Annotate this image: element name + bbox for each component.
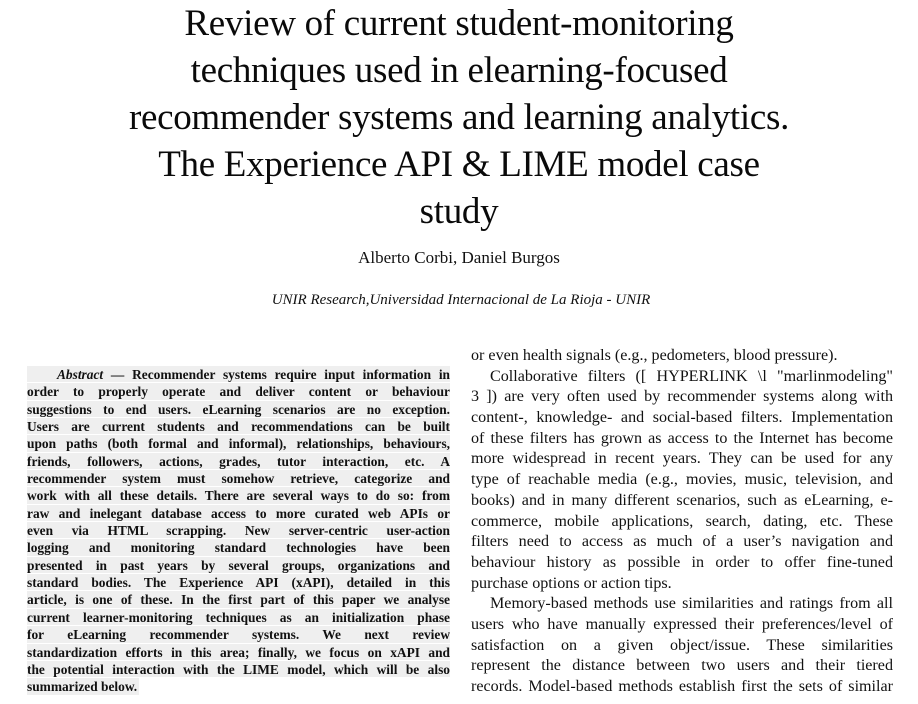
abstract-line: Users are current students and recommendations can be built [27, 419, 450, 435]
body-line: represent the distance between two users and their tiered [471, 657, 893, 675]
abstract-line: order to properly operate and deliver content or behaviour [27, 384, 450, 400]
body-line: satisfaction on a given object/issue. These similarities [471, 636, 893, 654]
body-line: purchase options or action tips. [471, 574, 672, 592]
abstract-line: suggestions to end users. eLearning scenarios are no exception. [27, 401, 450, 417]
authors: Alberto Corbi, Daniel Burgos [358, 248, 560, 267]
paper-title [0, 0, 918, 235]
abstract-line: recommender system must somehow retrieve, categorize and [27, 471, 450, 487]
body-line: of these filters has grown as access to the Internet has become [471, 429, 893, 447]
body-line: behaviour history as possible in order to offer fine-tuned [471, 553, 893, 571]
abstract-line: the potential interaction with the LIME model, which will be also [27, 661, 450, 677]
abstract-line [27, 366, 450, 383]
body-line: filters need to access as much of a user’s navigation and [471, 533, 893, 551]
body-line: records. Model-based methods establish first the sets of similar [471, 678, 893, 695]
abstract-line: article, is one of these. In the first part of this paper we analyse [27, 592, 450, 608]
body-line: Memory-based methods use similarities and ratings from all [490, 595, 893, 613]
body-line: or even health signals (e.g., pedometers, blood pressure). [471, 347, 838, 364]
abstract-line: work with all these details. There are several ways to do so: from [27, 488, 450, 504]
title-line: recommender systems and learning analytics. [128, 97, 790, 138]
abstract-text: Recommender systems require input information in [132, 367, 450, 382]
body-line: commerce, mobile applications, search, dating, etc. These [471, 512, 893, 530]
body-column-right [471, 346, 893, 698]
abstract-line: even via HTML scrapping. New server-centric user-action [27, 523, 450, 539]
abstract-line: friends, followers, actions, grades, tutor interaction, etc. A [27, 453, 450, 469]
abstract-line: standard bodies. The Experience API (xAPI), detailed in this [27, 575, 450, 591]
body-line: 3 ]) are very often used by recommender systems along with [471, 388, 893, 406]
abstract-line: raw and inelegant database access to more curated web APIs or [27, 505, 450, 521]
title-line: study [419, 191, 499, 232]
abstract-line: presented in past years by several groups, organizations and [27, 557, 450, 573]
title-line: techniques used in elearning-focused [190, 50, 728, 91]
title-line: The Experience API & LIME model case [158, 144, 760, 185]
abstract-dash: — [103, 367, 133, 382]
abstract-line: current learner-monitoring techniques as an initialization phase [27, 609, 450, 625]
abstract-line: summarized below. [27, 679, 138, 695]
abstract-line: standardization efforts in this area; finally, we focus on xAPI and [27, 644, 450, 660]
affiliation: UNIR Research,Universidad Internacional de La Rioja - UNIR [271, 292, 651, 308]
abstract [27, 366, 450, 696]
body-line: Collaborative filters ([ HYPERLINK \l "marlinmodeling" [490, 367, 893, 385]
abstract-line: upon paths (both formal and informal), relationships, behaviours, [27, 436, 450, 452]
body-line: more widespread in recent years. They can be used for any [471, 450, 893, 468]
body-line: books) and in many different scenarios, such as eLearning, e- [471, 491, 893, 509]
abstract-label: Abstract [57, 367, 104, 382]
body-line: users who have manually expressed their preferences/level of [471, 615, 893, 633]
abstract-line: logging and monitoring standard technologies have been [27, 540, 450, 556]
body-line: content-, knowledge- and social-based filters. Implementation [471, 409, 893, 427]
abstract-line: for eLearning recommender systems. We next review [27, 627, 450, 643]
body-line: type of reachable media (e.g., movies, music, television, and [471, 471, 893, 489]
title-line: Review of current student-monitoring [184, 3, 734, 44]
